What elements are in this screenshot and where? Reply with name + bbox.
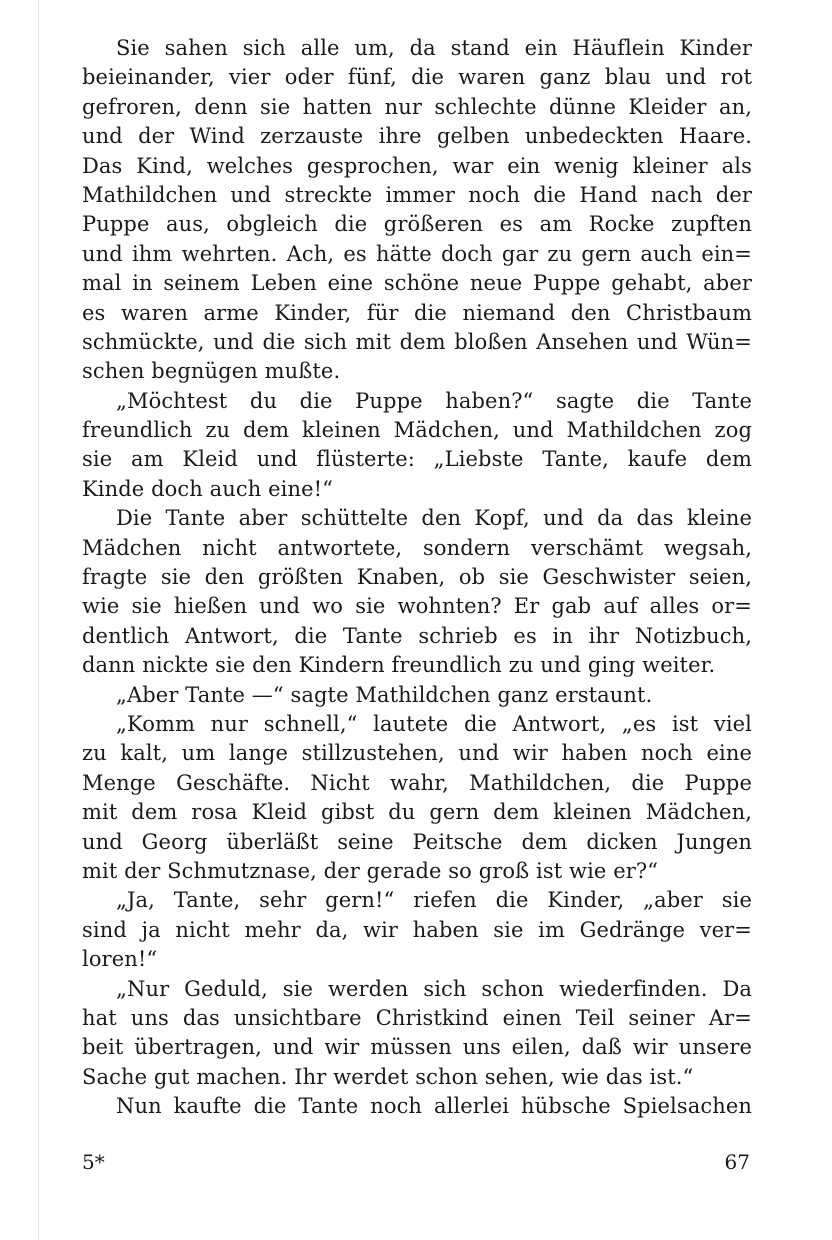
text-line: Mädchen nicht antwortete, sondern verschämt wegsah, <box>82 535 752 560</box>
text-line: beit übertragen, und wir müssen uns eilen, daß wir unsere <box>82 1035 752 1060</box>
text-line: und Georg überläßt seine Peitsche dem dicken Jungen <box>82 829 752 854</box>
text-line: und der Wind zerzauste ihre gelben unbedeckten Haare. <box>82 124 752 149</box>
text-line: dann nickte sie den Kindern freundlich zu und ging weiter. <box>82 653 716 678</box>
text-line: dentlich Antwort, die Tante schrieb es in ihr Notizbuch, <box>82 623 752 648</box>
text-line: Puppe aus, obgleich die größeren es am Rocke zupften <box>82 212 752 237</box>
text-line: es waren arme Kinder, für die niemand den Christbaum <box>82 300 752 325</box>
page-footer <box>82 1150 750 1180</box>
text-line: mit der Schmutznase, der gerade so groß ist wie er?“ <box>82 858 659 883</box>
body-text <box>82 34 752 1121</box>
text-line: zu kalt, um lange stillzustehen, und wir haben noch eine <box>82 741 752 766</box>
text-line: sind ja nicht mehr da, wir haben sie im Gedränge ver= <box>82 917 752 942</box>
text-line: wie sie hießen und wo sie wohnten? Er gab auf alles or= <box>82 594 752 619</box>
text-line: hat uns das unsichtbare Christkind einen Teil seiner Ar= <box>82 1005 752 1030</box>
text-line: gefroren, denn sie hatten nur schlechte dünne Kleider an, <box>82 94 752 119</box>
text-line: sie am Kleid und flüsterte: „Liebste Tante, kaufe dem <box>82 447 752 472</box>
text-line: „Komm nur schnell,“ lautete die Antwort, „es ist viel <box>116 711 752 736</box>
text-line: Nun kaufte die Tante noch allerlei hübsche Spielsachen <box>116 1094 752 1119</box>
text-line: „Möchtest du die Puppe haben?“ sagte die Tante <box>116 388 752 413</box>
text-line: loren!“ <box>82 947 158 972</box>
text-line: mal in seinem Leben eine schöne neue Puppe gehabt, aber <box>82 271 752 296</box>
text-line: schmückte, und die sich mit dem bloßen Ansehen und Wün= <box>82 329 752 354</box>
signature-mark: 5* <box>82 1150 105 1174</box>
text-line: Mathildchen und streckte immer noch die Hand nach der <box>82 182 752 207</box>
page-gutter-line <box>38 0 39 1240</box>
text-line: fragte sie den größten Knaben, ob sie Geschwister seien, <box>82 565 752 590</box>
text-line: Sache gut machen. Ihr werdet schon sehen, wie das ist.“ <box>82 1064 694 1089</box>
page-number: 67 <box>724 1150 750 1174</box>
text-line: freundlich zu dem kleinen Mädchen, und Mathildchen zog <box>82 418 752 443</box>
text-line: mit dem rosa Kleid gibst du gern dem kleinen Mädchen, <box>82 800 752 825</box>
text-line: beieinander, vier oder fünf, die waren ganz blau und rot <box>82 65 752 90</box>
text-line: „Ja, Tante, sehr gern!“ riefen die Kinder, „aber sie <box>116 888 752 913</box>
text-line: „Aber Tante —“ sagte Mathildchen ganz erstaunt. <box>116 682 653 707</box>
text-line: „Nur Geduld, sie werden sich schon wiederfinden. Da <box>116 976 752 1001</box>
text-line: Die Tante aber schüttelte den Kopf, und da das kleine <box>116 506 752 531</box>
text-line: Das Kind, welches gesprochen, war ein wenig kleiner als <box>82 153 752 178</box>
text-line: Menge Geschäfte. Nicht wahr, Mathildchen, die Puppe <box>82 770 752 795</box>
text-line: schen begnügen mußte. <box>82 359 341 384</box>
text-line: Sie sahen sich alle um, da stand ein Häuflein Kinder <box>116 36 752 60</box>
text-line: Kinde doch auch eine!“ <box>82 476 334 501</box>
text-line: und ihm wehrten. Ach, es hätte doch gar zu gern auch ein= <box>82 241 752 266</box>
